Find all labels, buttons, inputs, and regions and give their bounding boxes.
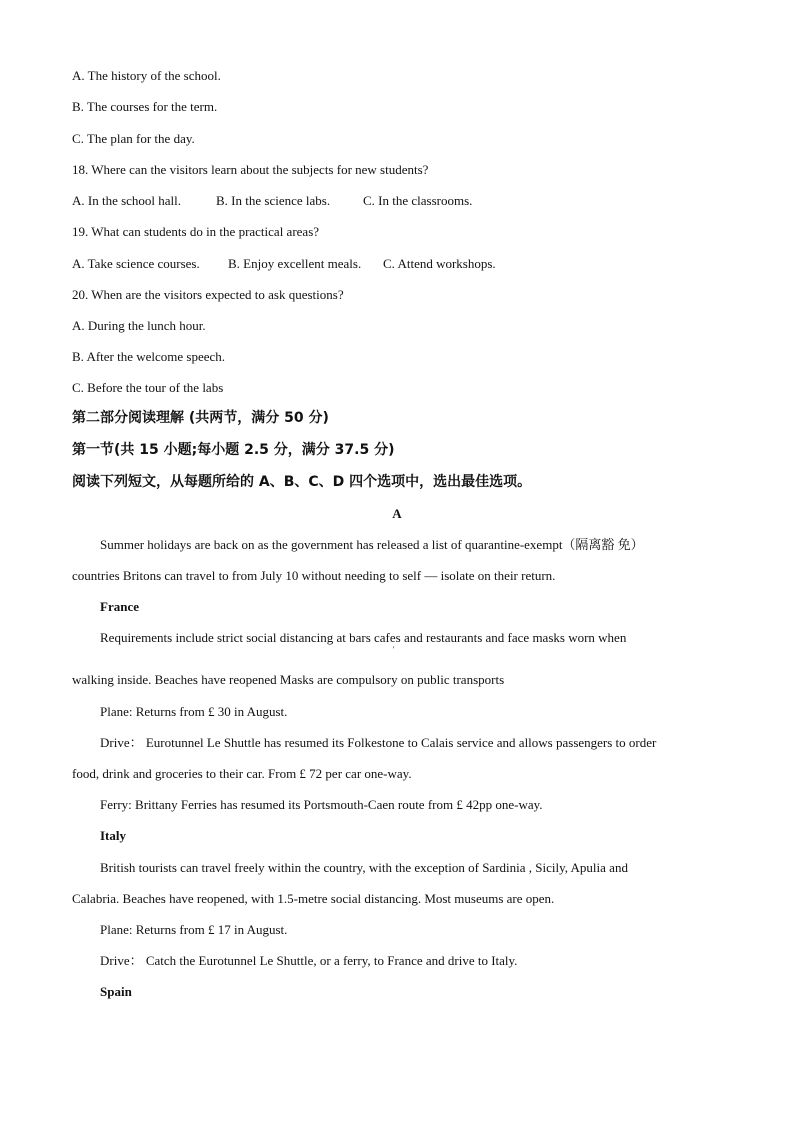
passage-label: A	[392, 506, 402, 521]
heading-italy: Italy	[100, 828, 126, 843]
q18-option-c: C. In the classrooms.	[363, 193, 473, 208]
q18-options	[72, 193, 472, 209]
q17-option-c: C. The plan for the day.	[72, 131, 195, 146]
france-drive-line-1: Drive： Eurotunnel Le Shuttle has resumed its Folkestone to Calais service and allows passengers to order	[100, 735, 657, 750]
q18-option-b: B. In the science labs.	[216, 193, 331, 208]
q19-option-c: C. Attend workshops.	[383, 256, 496, 271]
france-requirements-line-2: walking inside. Beaches have reopened Masks are compulsory on public transports	[72, 672, 505, 687]
q20-question: 20. When are the visitors expected to ask questions?	[72, 287, 344, 302]
part2-title: 第二部分阅读理解 (共两节，满分 50 分)	[72, 410, 329, 426]
italy-plane: Plane: Returns from £ 17 in August.	[100, 922, 288, 937]
q19-options	[72, 256, 496, 272]
france-drive-line-2: food, drink and groceries to their car. From £ 72 per car one-way.	[72, 766, 412, 781]
q19-option-a: A. Take science courses.	[72, 256, 200, 271]
q17-option-b: B. The courses for the term.	[72, 99, 218, 114]
section1-title: 第一节(共 15 小题;每小题 2.5 分，满分 37.5 分)	[72, 442, 395, 458]
q20-option-c: C. Before the tour of the labs	[72, 380, 224, 395]
france-plane: Plane: Returns from £ 30 in August.	[100, 704, 288, 719]
q19-option-b: B. Enjoy excellent meals.	[228, 256, 362, 271]
reading-instruction: 阅读下列短文，从每题所给的 A、B、C、D 四个选项中，选出最佳选项。	[72, 474, 532, 490]
heading-spain: Spain	[100, 984, 132, 999]
heading-france: France	[100, 599, 139, 614]
france-ferry: Ferry: Brittany Ferries has resumed its Portsmouth-Caen route from £ 42pp one-way.	[100, 797, 543, 812]
q19-question: 19. What can students do in the practical areas?	[72, 224, 320, 239]
italy-line-2: Calabria. Beaches have reopened, with 1.5-metre social distancing. Most museums are open.	[72, 891, 555, 906]
passage-intro-line-2: countries Britons can travel to from July 10 without needing to self — isolate on their return.	[72, 568, 556, 583]
stray-comma-mark: '	[393, 645, 395, 654]
q18-option-a: A. In the school hall.	[72, 193, 182, 208]
q17-option-a: A. The history of the school.	[72, 68, 221, 83]
q20-option-b: B. After the welcome speech.	[72, 349, 226, 364]
italy-line-1: British tourists can travel freely within the country, with the exception of Sardinia , Sicily, Apulia and	[100, 860, 628, 875]
q18-question: 18. Where can the visitors learn about the subjects for new students?	[72, 162, 429, 177]
q20-option-a: A. During the lunch hour.	[72, 318, 206, 333]
passage-intro-line-1: Summer holidays are back on as the government has released a list of quarantine-exempt（隔离豁 免）	[100, 537, 644, 552]
france-requirements-line-1: Requirements include strict social distancing at bars cafes and restaurants and face masks worn when	[100, 630, 627, 645]
italy-drive: Drive： Catch the Eurotunnel Le Shuttle, or a ferry, to France and drive to Italy.	[100, 953, 518, 968]
